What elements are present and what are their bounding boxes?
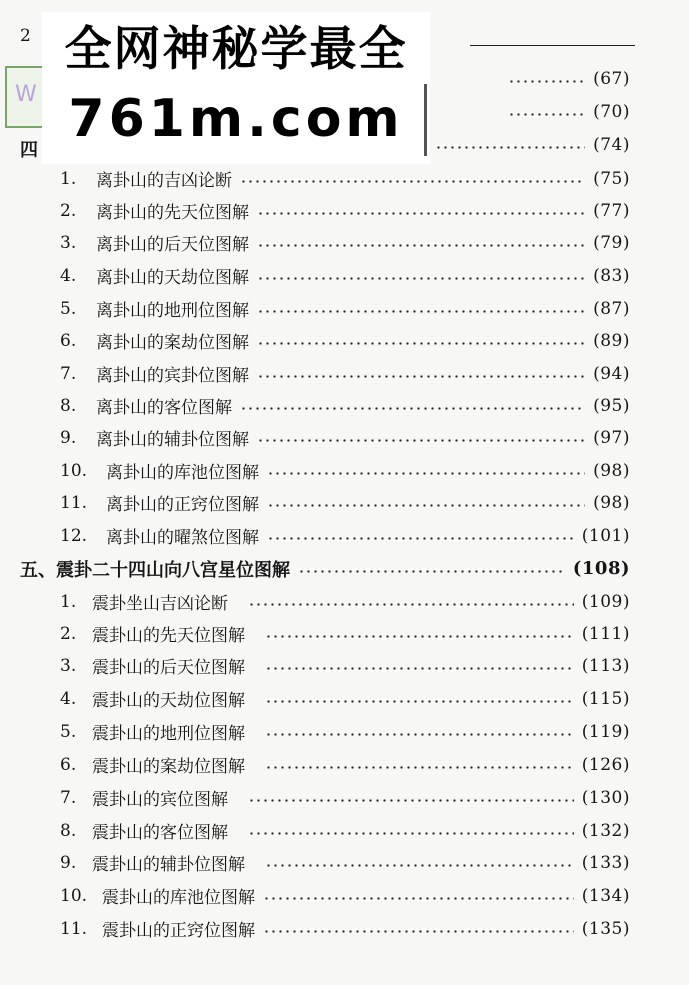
toc-page: (98)	[593, 492, 630, 513]
leader-dots	[265, 700, 574, 703]
toc-row	[60, 162, 630, 195]
toc-row	[60, 454, 630, 487]
watermark-banner	[42, 12, 430, 164]
toc-row	[60, 781, 630, 814]
toc-title: 震卦山的天劫位图解	[92, 691, 245, 711]
toc-number: 9.	[60, 427, 77, 448]
page-number: 2	[20, 26, 31, 46]
toc-row	[60, 421, 630, 454]
toc-row	[60, 194, 630, 227]
toc-page: (79)	[593, 232, 630, 253]
toc-title: 震卦山的地刑位图解	[92, 724, 245, 744]
toc-number: 12.	[60, 525, 88, 546]
toc-row	[60, 259, 630, 292]
toc-number: 4.	[60, 265, 77, 286]
toc-page: (89)	[593, 330, 630, 351]
toc-page: (109)	[581, 591, 630, 612]
leader-dots	[267, 537, 574, 540]
toc-row	[60, 846, 630, 879]
toc-number: 7.	[60, 787, 77, 808]
leader-dots	[257, 310, 585, 313]
leader-dots	[257, 244, 585, 247]
toc-title: 震卦山的案劫位图解	[92, 757, 245, 777]
leader-dots	[257, 212, 585, 215]
toc-page: (70)	[593, 101, 630, 122]
leader-dots	[265, 733, 574, 736]
leader-dots	[257, 375, 585, 378]
leader-dots	[267, 472, 585, 475]
toc-number: 8.	[60, 395, 77, 416]
toc-title: 震卦山的库池位图解	[102, 888, 255, 908]
toc-page: (130)	[581, 787, 630, 808]
leader-dots	[248, 832, 574, 835]
leader-dots	[435, 146, 585, 149]
toc-number: 8.	[60, 820, 77, 841]
toc-row	[60, 519, 630, 552]
toc-page: (83)	[593, 265, 630, 286]
toc-number: 1.	[60, 168, 77, 189]
toc-page: (134)	[581, 885, 630, 906]
toc-row	[60, 226, 630, 259]
toc-title: 离卦山的吉凶论断	[96, 171, 232, 191]
toc-title: 离卦山的地刑位图解	[96, 301, 249, 321]
toc-section-title: 震卦二十四山向八宫星位图解	[56, 559, 290, 581]
toc-page: (111)	[581, 623, 630, 644]
watermark-divider	[424, 84, 427, 156]
toc-row	[60, 389, 630, 422]
leader-dots	[265, 864, 574, 867]
toc-page: (115)	[581, 688, 630, 709]
toc-page: (98)	[593, 460, 630, 481]
toc-title: 离卦山的曜煞位图解	[106, 528, 259, 548]
leader-dots	[257, 342, 585, 345]
toc-number: 1.	[60, 591, 77, 612]
toc-row	[60, 682, 630, 715]
leader-dots	[265, 667, 574, 670]
toc-number: 6.	[60, 330, 77, 351]
toc-row	[60, 585, 630, 618]
leader-dots	[240, 407, 585, 410]
toc-number: 2.	[60, 623, 77, 644]
toc-title: 震卦坐山吉凶论断	[92, 594, 228, 614]
toc-title: 震卦山的辅卦位图解	[92, 855, 245, 875]
leader-dots	[263, 930, 574, 933]
toc-section-number: 五、	[20, 559, 56, 581]
leader-dots	[263, 897, 574, 900]
toc-title: 震卦山的宾位图解	[92, 790, 228, 810]
leader-dots	[508, 113, 585, 116]
section-four-heading-fragment: 四	[20, 140, 38, 161]
toc-title: 震卦山的后天位图解	[92, 658, 245, 678]
header-rule	[470, 45, 635, 46]
toc-number: 5.	[60, 298, 77, 319]
toc-row	[60, 912, 630, 945]
toc-number: 6.	[60, 754, 77, 775]
toc-row	[60, 617, 630, 650]
toc-number: 2.	[60, 200, 77, 221]
toc-title: 离卦山的库池位图解	[106, 463, 259, 483]
leader-dots	[508, 80, 585, 83]
toc-page: (135)	[581, 918, 630, 939]
toc-row	[60, 879, 630, 912]
toc-row	[60, 649, 630, 682]
toc-page: (133)	[581, 852, 630, 873]
toc-title: 离卦山的后天位图解	[96, 235, 249, 255]
toc-number: 3.	[60, 232, 77, 253]
toc-page: (126)	[581, 754, 630, 775]
toc-page: (77)	[593, 200, 630, 221]
toc-page: (87)	[593, 298, 630, 319]
toc-row	[60, 814, 630, 847]
toc-page: (94)	[593, 363, 630, 384]
leader-dots	[265, 635, 574, 638]
toc-page: (74)	[593, 134, 630, 155]
margin-tab-letter: W	[15, 82, 37, 107]
toc-number: 4.	[60, 688, 77, 709]
toc-title: 离卦山的先天位图解	[96, 203, 249, 223]
watermark-title: 全网神秘学最全	[64, 22, 408, 77]
toc-page: (97)	[593, 427, 630, 448]
leader-dots	[248, 799, 574, 802]
toc-number: 7.	[60, 363, 77, 384]
toc-title: 震卦山的客位图解	[92, 823, 228, 843]
leader-dots	[298, 570, 565, 573]
toc-number: 11.	[60, 492, 88, 513]
toc-title: 震卦山的先天位图解	[92, 626, 245, 646]
toc-row	[60, 324, 630, 357]
toc-title: 离卦山的案劫位图解	[96, 333, 249, 353]
toc-row	[60, 292, 630, 325]
leader-dots	[257, 277, 585, 280]
toc-number: 10.	[60, 460, 88, 481]
toc-page: (119)	[581, 721, 630, 742]
toc-title: 离卦山的客位图解	[96, 398, 232, 418]
toc-row	[60, 715, 630, 748]
toc-number: 3.	[60, 655, 77, 676]
toc-row	[60, 748, 630, 781]
toc-title: 震卦山的正窍位图解	[102, 921, 255, 941]
toc-page: (101)	[581, 525, 630, 546]
toc-page: (95)	[593, 395, 630, 416]
toc-number: 5.	[60, 721, 77, 742]
leader-dots	[265, 766, 574, 769]
toc-row	[60, 357, 630, 390]
leader-dots	[257, 439, 585, 442]
leader-dots	[248, 603, 574, 606]
toc-page: (113)	[581, 655, 630, 676]
toc-title: 离卦山的正窍位图解	[106, 495, 259, 515]
toc-number: 11.	[60, 918, 88, 939]
toc-number: 10.	[60, 885, 88, 906]
toc-page: (132)	[581, 820, 630, 841]
toc-title: 离卦山的宾卦位图解	[96, 366, 249, 386]
leader-dots	[240, 180, 585, 183]
leader-dots	[267, 504, 585, 507]
toc-title: 离卦山的天劫位图解	[96, 268, 249, 288]
watermark-url: 761m.com	[68, 89, 404, 149]
toc-page: (67)	[593, 68, 630, 89]
toc-row	[60, 486, 630, 519]
toc-number: 9.	[60, 852, 77, 873]
toc-page: (108)	[572, 558, 630, 579]
toc-page: (75)	[593, 168, 630, 189]
toc-title: 离卦山的辅卦位图解	[96, 430, 249, 450]
toc-section-row	[20, 552, 630, 585]
